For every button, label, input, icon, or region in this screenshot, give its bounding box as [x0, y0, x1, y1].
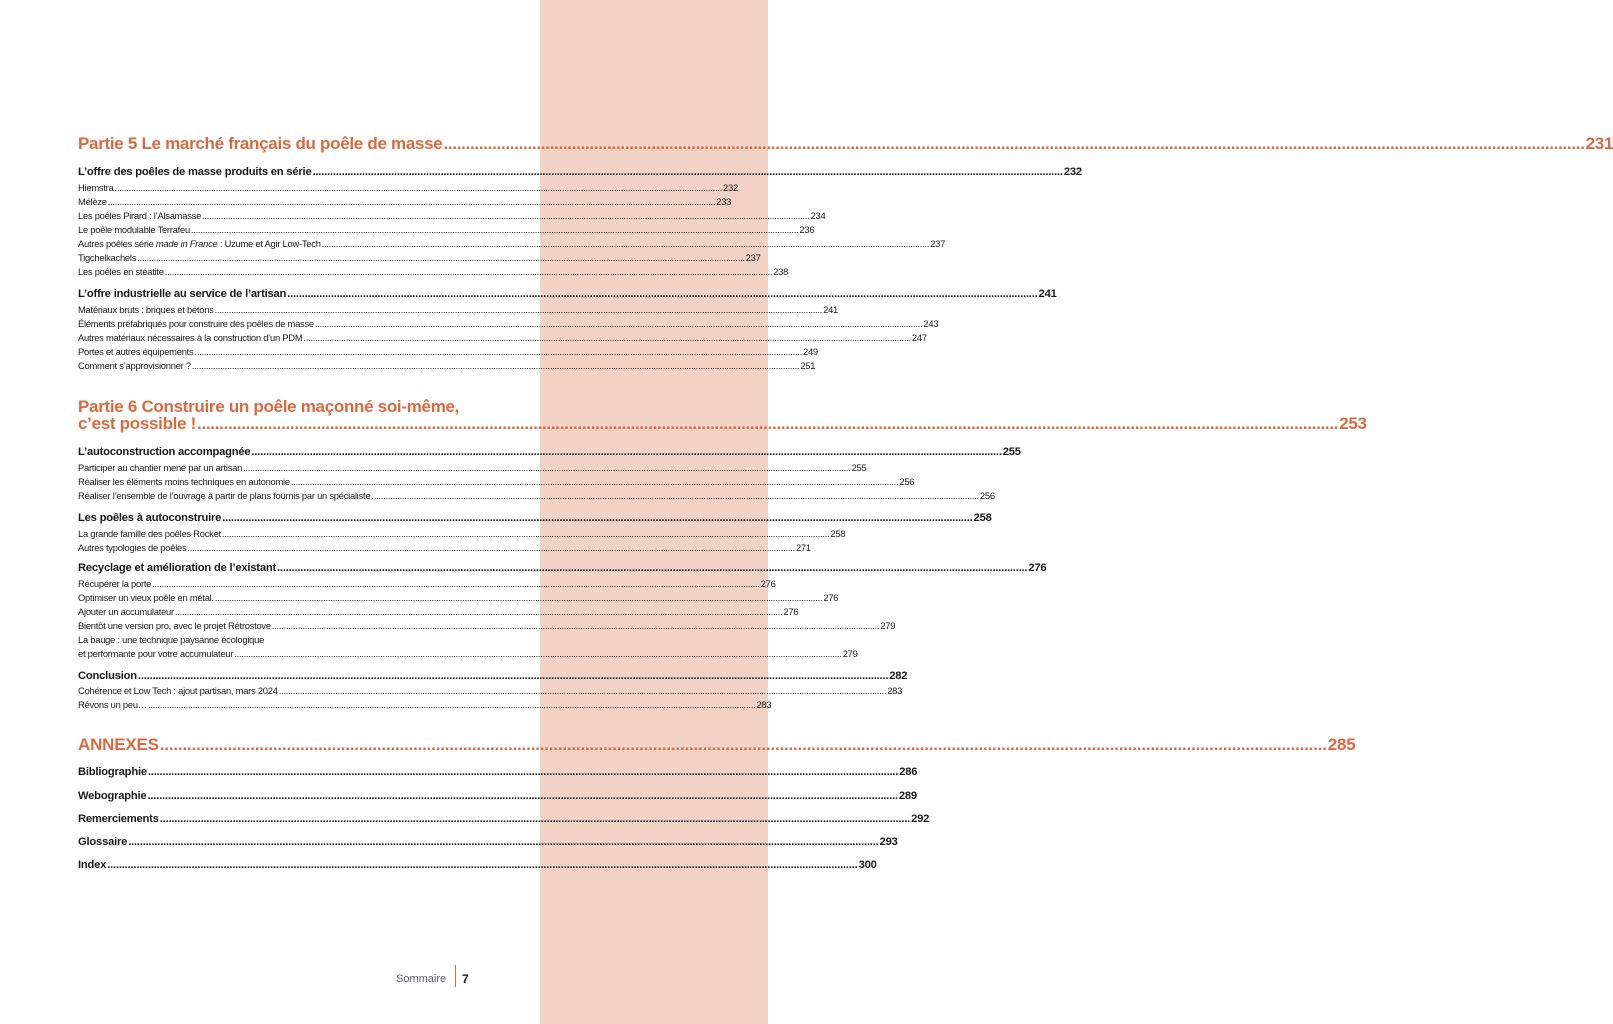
- toc-item[interactable]: Portes et autres équipements ..... 249: [78, 346, 500, 357]
- part-5-page: 231: [1585, 134, 1613, 153]
- toc-item[interactable]: Le poêle modulable Terrafeu ..... 236: [78, 224, 500, 235]
- section-heading[interactable]: Conclusion ..... 282: [78, 670, 500, 682]
- toc-item[interactable]: Les poêles en stéatite ..... 238: [78, 266, 500, 277]
- toc-item[interactable]: Éléments préfabriqués pour construire des poêles de masse ..... 243: [78, 318, 500, 329]
- toc-item[interactable]: La grande famille des poêles Rocket ..... 258: [78, 528, 500, 539]
- toc-item[interactable]: Bientôt une version pro, avec le projet Rétrostove ..... 279: [78, 620, 500, 631]
- toc-item-line1[interactable]: La bauge : une technique paysanne écologique: [78, 634, 265, 645]
- annexes-title: ANNEXES: [78, 735, 159, 754]
- annex-entry-bibliography[interactable]: Bibliographie ..... 286: [78, 766, 500, 778]
- section-heading[interactable]: L’autoconstruction accompagnée ..... 255: [78, 446, 500, 458]
- toc-item[interactable]: Ajouter un accumulateur ..... 276: [78, 606, 500, 617]
- section-heading[interactable]: L’offre des poêles de masse produits en série ..... 232: [78, 166, 500, 178]
- annex-entry-glossary[interactable]: Glossaire ..... 293: [78, 836, 500, 848]
- toc-item[interactable]: Matériaux bruts : briques et bétons ..... 241: [78, 304, 500, 315]
- toc-item[interactable]: Réaliser l’ensemble de l’ouvrage à partir de plans fournis par un spécialiste ..... 256: [78, 490, 500, 501]
- toc-item[interactable]: Comment s’approvisionner ? ..... 251: [78, 360, 500, 371]
- toc-item[interactable]: Cohérence et Low Tech : ajout partisan, mars 2024 ..... 283: [78, 685, 500, 696]
- part-6-title-line2: c’est possible !: [78, 414, 197, 433]
- toc-item[interactable]: Les poêles Pirard : l’Alsamasse ..... 234: [78, 210, 500, 221]
- toc-item[interactable]: Réaliser les éléments moins techniques en autonomie ..... 256: [78, 476, 500, 487]
- toc-item[interactable]: Autres typologies de poêles ..... 271: [78, 542, 500, 553]
- toc-item[interactable]: Récupérer la porte ..... 276: [78, 578, 500, 589]
- toc-item[interactable]: Autres matériaux nécessaires à la construction d’un PDM ..... 247: [78, 332, 500, 343]
- leader-dots: [160, 735, 1327, 755]
- part-5-title: Partie 5 Le marché français du poêle de masse: [78, 134, 443, 153]
- toc-item[interactable]: Participer au chantier mené par un artisan ..... 255: [78, 462, 500, 473]
- toc-item[interactable]: Rêvons un peu… ..... 283: [78, 699, 500, 710]
- part-6-title-line1[interactable]: Partie 6 Construire un poêle maçonné soi-même,: [78, 397, 460, 416]
- leader-dots: [197, 414, 1338, 434]
- section-heading[interactable]: Les poêles à autoconstruire ..... 258: [78, 512, 500, 524]
- toc-item[interactable]: Hiemstra ..... 232: [78, 182, 500, 193]
- part-6-page: 253: [1339, 414, 1367, 433]
- annex-entry-index[interactable]: Index ..... 300: [78, 859, 500, 871]
- section-heading[interactable]: L’offre industrielle au service de l’artisan ..... 241: [78, 288, 500, 300]
- annexes-page: 285: [1327, 735, 1356, 754]
- toc-item[interactable]: Autres poêles série made in France : Uzume et Agir Low-Tech ..... 237: [78, 238, 500, 249]
- toc-item[interactable]: Mélèze ..... 233: [78, 196, 500, 207]
- part-6-heading[interactable]: [78, 414, 1367, 434]
- toc-item[interactable]: et performante pour votre accumulateur ..... 279: [78, 648, 500, 659]
- footer-divider: [455, 965, 456, 987]
- leader-dots: [443, 134, 1584, 154]
- footer-section-label: Sommaire: [396, 973, 447, 985]
- section-heading[interactable]: Recyclage et amélioration de l’existant ..... 276: [78, 562, 500, 574]
- annex-entry-acknowledgements[interactable]: Remerciements ..... 292: [78, 813, 500, 825]
- part-5-heading[interactable]: [78, 134, 1613, 154]
- toc-item[interactable]: Tigchelkachels ..... 237: [78, 252, 500, 263]
- annex-entry-webography[interactable]: Webographie ..... 289: [78, 790, 500, 802]
- page-number: 7: [462, 972, 469, 986]
- annexes-heading[interactable]: [78, 735, 1356, 755]
- toc-item[interactable]: Optimiser un vieux poêle en métal. ..... 276: [78, 592, 500, 603]
